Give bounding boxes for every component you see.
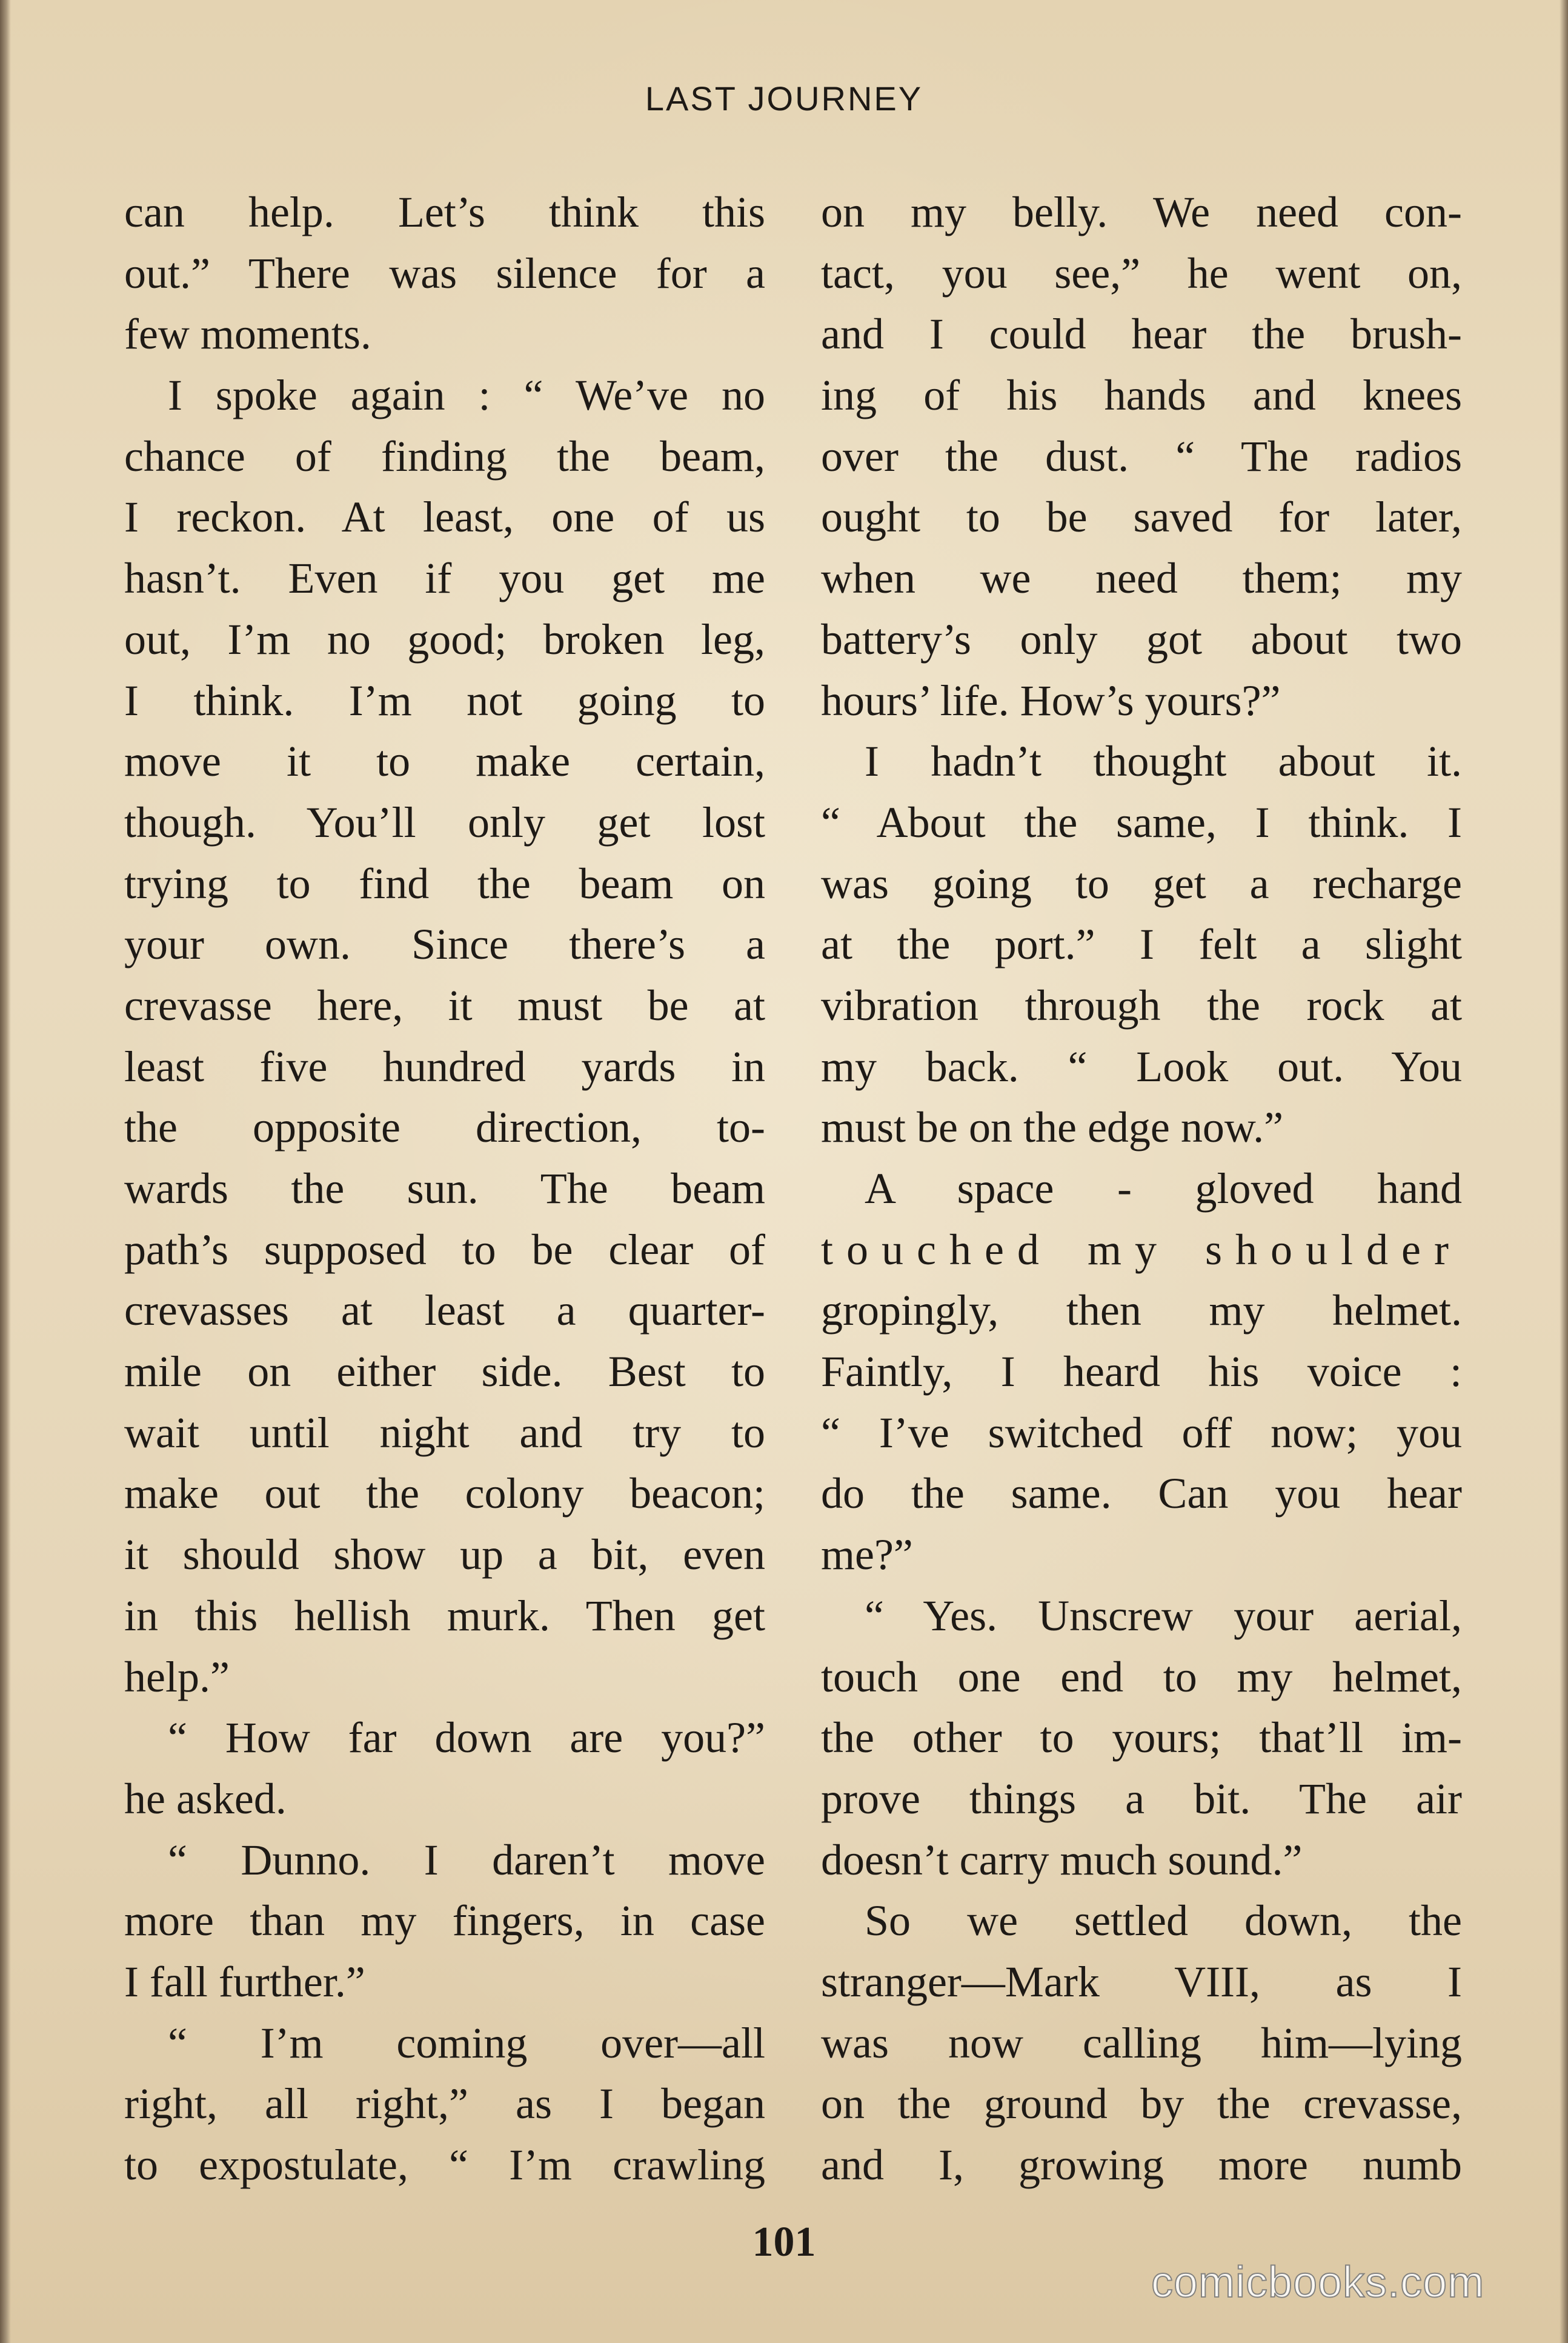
text-line: must be on the edge now.” <box>821 1103 1284 1152</box>
text-line: wait until night and try to <box>124 1408 765 1457</box>
text-line: I fall further.” <box>124 1957 365 2006</box>
page-edge-shadow-right <box>1560 0 1568 2343</box>
watermark-logo: comicbooks.com <box>1151 2258 1485 2307</box>
text-column-left <box>124 182 765 2196</box>
text-line: more than my fingers, in case <box>124 1896 765 1945</box>
text-line: the other to yours; that’ll im- <box>821 1713 1462 1762</box>
text-line: move it to make certain, <box>124 737 765 786</box>
text-line: at the port.” I felt a slight <box>821 920 1462 969</box>
text-line: on my belly. We need con- <box>821 188 1462 236</box>
text-line: though. You’ll only get lost <box>124 798 765 847</box>
text-line: I reckon. At least, one of us <box>124 493 765 542</box>
text-line: “ I’ve switched off now; you <box>821 1408 1462 1457</box>
text-line: he asked. <box>124 1774 287 1823</box>
text-line: “ I’m coming over—all <box>168 2018 765 2067</box>
text-line: right, all right,” as I began <box>124 2079 765 2128</box>
text-line: stranger—Mark VIII, as I <box>821 1957 1462 2006</box>
text-line: mile on either side. Best to <box>124 1347 765 1396</box>
text-line: crevasse here, it must be at <box>124 981 765 1030</box>
text-line: me?” <box>821 1530 913 1579</box>
text-line: “ How far down are you?” <box>168 1713 765 1762</box>
text-line: I spoke again : “ We’ve no <box>168 371 765 420</box>
text-line: and I could hear the brush- <box>821 310 1462 359</box>
text-line: vibration through the rock at <box>821 981 1462 1030</box>
text-line: ing of his hands and knees <box>821 371 1462 420</box>
text-line: crevasses at least a quarter- <box>124 1286 765 1335</box>
text-line: So we settled down, the <box>865 1896 1462 1945</box>
text-line: I think. I’m not going to <box>124 676 765 725</box>
text-line: Faintly, I heard his voice : <box>821 1347 1462 1396</box>
text-line: prove things a bit. The air <box>821 1774 1462 1823</box>
text-line: gropingly, then my helmet. <box>821 1286 1462 1335</box>
text-line: your own. Since there’s a <box>124 920 765 969</box>
text-line: make out the colony beacon; <box>124 1469 765 1518</box>
text-line: “ Yes. Unscrew your aerial, <box>865 1591 1462 1640</box>
page-edge-shadow-left <box>0 0 11 2343</box>
text-line: was going to get a recharge <box>821 859 1462 908</box>
text-line: to expostulate, “ I’m crawling <box>124 2141 765 2189</box>
text-line: in this hellish murk. Then get <box>124 1591 765 1640</box>
text-line: touch one end to my helmet, <box>821 1652 1462 1701</box>
text-line: ought to be saved for later, <box>821 493 1462 542</box>
text-line: help.” <box>124 1652 230 1701</box>
text-line: it should show up a bit, even <box>124 1530 765 1579</box>
text-line: chance of finding the beam, <box>124 432 765 481</box>
text-line: tact, you see,” he went on, <box>821 248 1462 298</box>
text-line: few moments. <box>124 310 371 359</box>
text-line: touched my shoulder <box>821 1225 1462 1274</box>
text-line: path’s supposed to be clear of <box>124 1225 765 1274</box>
text-line: A space - gloved hand <box>865 1164 1462 1213</box>
text-line: doesn’t carry much sound.” <box>821 1835 1303 1884</box>
page-number: 101 <box>752 2219 816 2265</box>
text-line: “ About the same, I think. I <box>821 798 1462 847</box>
text-line: I hadn’t thought about it. <box>865 737 1462 786</box>
text-line: wards the sun. The beam <box>124 1164 765 1213</box>
text-line: over the dust. “ The radios <box>821 432 1462 481</box>
text-line: trying to find the beam on <box>124 859 765 908</box>
text-line: least five hundred yards in <box>124 1042 765 1091</box>
text-line: battery’s only got about two <box>821 615 1462 664</box>
running-head: LAST JOURNEY <box>645 79 923 118</box>
text-line: do the same. Can you hear <box>821 1469 1462 1518</box>
text-line: hasn’t. Even if you get me <box>124 554 765 603</box>
text-line: on the ground by the crevasse, <box>821 2079 1462 2128</box>
text-line: and I, growing more numb <box>821 2141 1462 2189</box>
text-line: my back. “ Look out. You <box>821 1042 1462 1091</box>
text-column-right <box>821 182 1462 2196</box>
text-line: can help. Let’s think this <box>124 188 765 236</box>
text-line: was now calling him—lying <box>821 2018 1462 2067</box>
text-line: the opposite direction, to- <box>124 1103 765 1152</box>
text-line: when we need them; my <box>821 554 1462 603</box>
text-line: out.” There was silence for a <box>124 248 765 298</box>
text-line: “ Dunno. I daren’t move <box>168 1835 765 1884</box>
text-line: out, I’m no good; broken leg, <box>124 615 765 664</box>
text-line: hours’ life. How’s yours?” <box>821 676 1281 725</box>
